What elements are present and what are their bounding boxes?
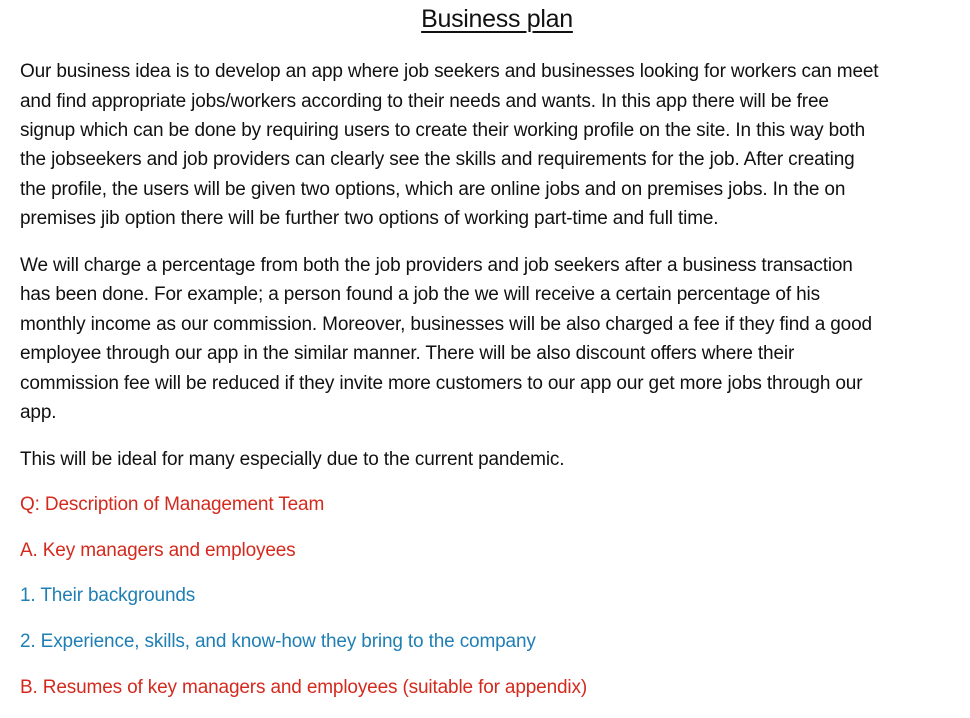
document-title: Business plan [421, 5, 573, 33]
section-b-heading: B. Resumes of key managers and employees (suitable for appendix) [20, 677, 588, 698]
paragraph-line: Our business idea is to develop an app where job seekers and businesses looking for workers can meet [20, 61, 879, 82]
paragraph-line: commission fee will be reduced if they invite more customers to our app our get more jobs through our [20, 373, 863, 394]
paragraph-line: employee through our app in the similar manner. There will be also discount offers where their [20, 343, 795, 364]
paragraph-line: monthly income as our commission. Moreover, businesses will be also charged a fee if they find a good [20, 314, 872, 335]
paragraph-line: We will charge a percentage from both the job providers and job seekers after a business transaction [20, 255, 853, 276]
paragraph-line: premises jib option there will be further two options of working part-time and full time. [20, 208, 719, 229]
paragraph-line: and find appropriate jobs/workers according to their needs and wants. In this app there will be free [20, 91, 829, 112]
paragraph-pandemic: This will be ideal for many especially due to the current pandemic. [20, 449, 565, 470]
paragraph-line: the jobseekers and job providers can clearly see the skills and requirements for the job. After creating [20, 149, 855, 170]
paragraph-line: the profile, the users will be given two options, which are online jobs and on premises jobs. In the on [20, 179, 846, 200]
paragraph-line: app. [20, 402, 57, 423]
question-heading: Q: Description of Management Team [20, 494, 325, 515]
paragraph-line: signup which can be done by requiring users to create their working profile on the site. In this way both [20, 120, 866, 141]
section-a-heading: A. Key managers and employees [20, 540, 296, 561]
list-item-experience: 2. Experience, skills, and know-how they bring to the company [20, 631, 536, 652]
paragraph-line: has been done. For example; a person found a job the we will receive a certain percentage of his [20, 284, 820, 305]
list-item-backgrounds: 1. Their backgrounds [20, 585, 196, 606]
